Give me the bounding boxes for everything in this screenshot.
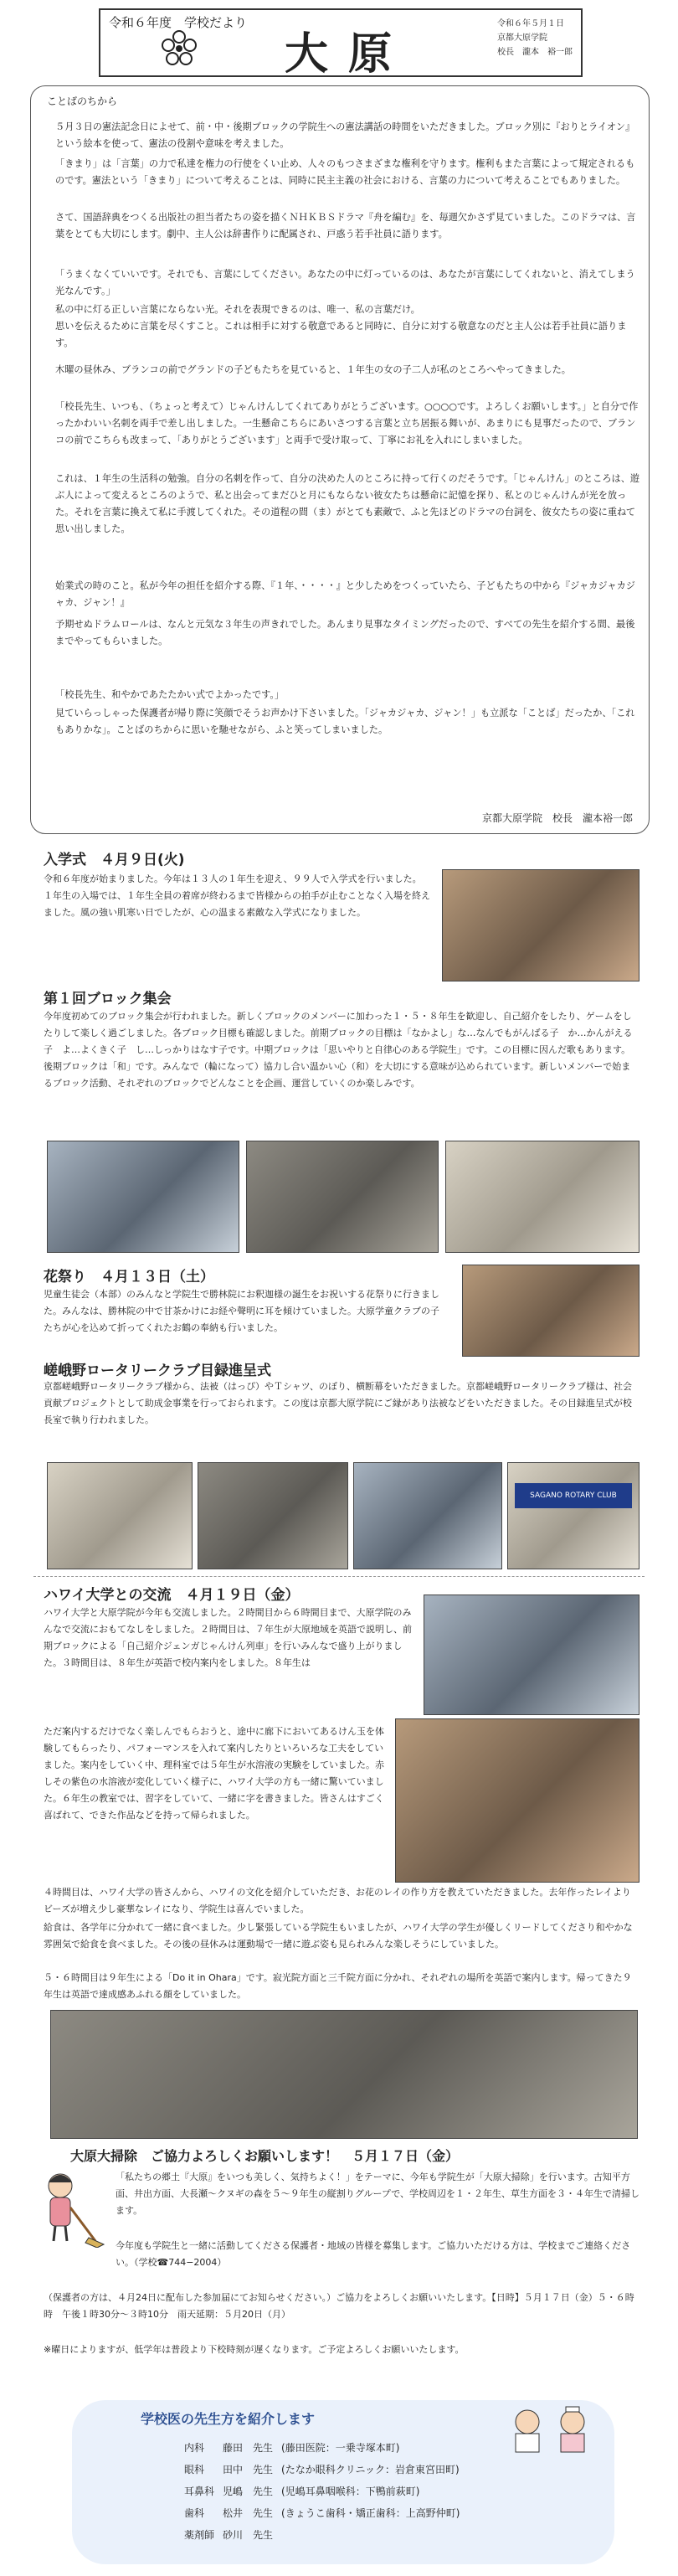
doctor-row [184,2502,468,2524]
entrance-text: 令和６年度が始まりました。今年は１３人の１年生を迎え、９９人で入学式を行いました。１年生の入場では、１年生全員の着席が終わるまで皆様からの拍手が止むことなく入場を終えました。風の強い肌寒い日でしたが、心の温まる素敵な入学式になりました。 [44,873,430,918]
hawaii-photo-1 [424,1595,639,1715]
doctor-clinic: (児嶋耳鼻咽喉科：下鴨前萩町) [281,2486,420,2497]
principal-paragraph: 「校長先生、いつも、（ちょっと考えて）じゃんけんしてくれてありがとうございます。○○○○です。よろしくお願いします。」と自分で作ったかわいい名刺を両手で差し出しました。一生懸命こちらにあいさつする言葉と立ち居振る舞いが、あまりにも見事だったので、ブランコの前でこちらも改まって、「ありがとうございます」と両手で受け取って、丁寧にお礼を入れにしまいました。 [55,401,639,446]
doctor-row [184,2437,468,2459]
doctor-row [184,2459,468,2481]
newsletter-header [99,8,583,80]
doctor-name: 砂川 先生 [223,2529,274,2541]
doctor-nurse-icon [499,2403,601,2454]
principal-paragraph: 私の中に灯る正しい言葉にならない光。それを表現できるのは、唯一、私の言葉だけ。 [55,304,420,315]
principal-name: 校長 瀧本 裕一郎 [497,48,573,57]
principal-paragraph: 思いを伝えるために言葉を尽くすこと。これは相手に対する敬意であると同時に、自分に対する敬意なのだと主人公は若手社員に語ります。 [55,321,627,348]
hawaii-text-1: ハワイ大学と大原学院が今年も交流しました。２時間目から６時間目まで、大原学院のみんなで交流におもてなしをしました。２時間目は、７年生が大原地域を英語で説明し、前期ブロックによる「自己紹介ジェンガじゃんけん列車」を行いみんなで盛り上がりました。３時間目は、８年生が英語で校内案内をしました。８年生は [44,1607,412,1668]
doctors-table [184,2437,468,2546]
hanamatsuri-heading: 花祭り ４月１３日（土） [44,1269,214,1285]
doctor-name: 田中 先生 [223,2464,274,2476]
principal-paragraph: 「きまり」は「言葉」の力で私達を権力の行使をくい止め、人々のもつさまざまな権利を守ります。権利もまた言葉によって規定されるものです。憲法という「きまり」について考えることは、同時に民主主義の社会における、言葉の力について考えることでもありました。 [55,158,635,186]
newsletter-title: 大原 [285,28,413,80]
doctor-name: 藤田 先生 [223,2442,274,2454]
doctor-dept: 内科 [184,2442,205,2454]
principal-paragraph: 木曜の昼休み、ブランコの前でグランドの子どもたちを見ていると、１年生の女の子二人が私のところへやってきました。 [55,364,571,375]
hawaii-text-5: ５・６時間目は９年生による「Do it in Ohara」です。寂光院方面と三千院方面に分かれ、それぞれの場所を英語で案内します。帰ってきた９年生は英語で達成感あふれる顔をしていました。 [44,1972,632,2000]
hawaii-heading: ハワイ大学との交流 ４月１９日（金） [44,1587,300,1604]
doctor-clinic: (藤田医院：一乗寺塚本町) [281,2442,400,2454]
header-info [497,17,573,59]
doctor-row [184,2481,468,2502]
doctor-row [184,2524,468,2546]
hawaii-text-2: ただ案内するだけでなく楽しんでもらおうと、途中に廊下においてあるけん玉を体験してもらったり、パフォーマンスを入れて案内したりといろいろな工夫をしていました。案内をしていく中、理科室では５年生が水溶液の実験をしていました。赤しその紫色の水溶液が変化していく様子に、ハワイ大学の方も一緒に驚いていました。６年生の教室では、習字をしていて、一緒に字を書きました。皆さんはすごく喜ばれて、できた作品などを持って帰られました。 [44,1726,384,1821]
rotary-photo-2 [198,1462,348,1569]
principal-paragraph: 「校長先生、和やかであたたかい式でよかったです。」 [55,689,285,700]
hawaii-group-photo [50,2010,638,2139]
hawaii-text-3: ４時間目は、ハワイ大学の皆さんから、ハワイの文化を紹介していただき、お花のレイの作り方を教えていただきました。去年作ったレイよりビーズが増え少し豪華なレイになり、学院生は喜んでいました。 [44,1887,631,1914]
principal-paragraph: これは、１年生の生活科の勉強。自分の名刺を作って、自分の決めた人のところに持って行くのだそうです。「じゃんけん」のところは、遊ぶ人によって変えるところのようで、私と出会ってまだひと月にもならない彼女たちは懸命に記憶を探り、私とのじゃんけんが光を放った。それを言葉に換えて私に手渡してくれた。その道程の間（ま）がとても素敵で、ふと先ほどのドラマの台詞を、彼女たちの姿に重ねて思い出しました。 [55,473,640,534]
cleanup-heading: 大原大掃除 ご協力よろしくお願いします！ ５月１７日（金） [70,2148,460,2164]
hanamatsuri-photo [462,1265,639,1357]
block-photo-2 [246,1141,439,1253]
block-heading: 第１回ブロック集会 [44,991,172,1007]
entrance-heading: 入学式 ４月９日(火) [44,852,185,868]
block-photo-1 [47,1141,239,1253]
principal-signature: 京都大原学院 校長 瀧本裕一郎 [481,812,633,824]
newsletter-subtitle: 令和６年度 学校だより [109,15,248,30]
principal-paragraph: ５月３日の憲法記念日によせて、前・中・後期ブロックの学院生への憲法講話の時間をいただきました。ブロック別に『おりとライオン』という絵本を使って、憲法の役割や意味を考えました。 [55,121,635,149]
doctor-clinic: (きょうこ歯科・矯正歯科：上高野仲町) [281,2507,460,2519]
principal-message-title: ことばのちから [47,95,118,107]
doctor-name: 松井 先生 [223,2507,274,2519]
section-divider [33,1576,645,1577]
rotary-text: 京都嵯峨野ロータリークラブ様から、法被（はっぴ）やＴシャツ、のぼり、横断幕をいただきました。京都嵯峨野ロータリークラブ様は、社会貢献プロジェクトとして助成金事業を行っておられます。この度は京都大原学院にご縁があり法被などをいただきました。その目録進呈式が校長室で執り行われました。 [44,1381,633,1425]
doctor-dept: 耳鼻科 [184,2486,215,2497]
doctor-clinic: (たなか眼科クリニック：岩倉東宮田町) [281,2464,460,2476]
doctor-dept: 薬剤師 [184,2529,215,2541]
hawaii-photo-2 [395,1718,639,1883]
issue-date: 令和６年５月１日 [497,19,564,28]
doctor-name: 児嶋 先生 [223,2486,274,2497]
girl-sweeping-icon [33,2167,105,2248]
doctor-dept: 歯科 [184,2507,205,2519]
entrance-photo [442,869,639,981]
cleanup-note: ※曜日によりますが、低学年は普段より下校時刻が遅くなります。ご予定よろしくお願いいたします。 [44,2344,465,2355]
school-name: 京都大原学院 [497,33,547,43]
rotary-photo-3 [353,1462,502,1569]
doctor-clinic [281,2524,468,2546]
block-photo-3 [445,1141,639,1253]
hanamatsuri-text: 児童生徒会（本部）のみんなと学院生で勝林院にお釈迦様の誕生をお祝いする花祭りに行きました。みんなは、勝林院の中で甘茶かけにお経や聲明に耳を傾けていました。大原学童クラブの子たちが心を込めて折ってくれたお鶴の奉納も行いました。 [44,1289,439,1333]
rotary-banner: SAGANO ROTARY CLUB [515,1483,632,1508]
rotary-photo-4 [507,1462,639,1569]
principal-paragraph: 見ていらっしゃった保護者が帰り際に笑顔でそうお声かけ下さいました。「ジャカジャカ、ジャン！」も立派な「ことば」だったか、「これもありかな」。ことばのちからに思いを馳せながら、ふと笑ってしまいました。 [55,708,635,735]
doctor-dept: 眼科 [184,2464,205,2476]
cleanup-text: 「私たちの郷土『大原』をいつも美しく、気持ちよく！」をテーマに、今年も学院生が「大原大掃除」を行います。古知平方面、井出方面、大長瀬〜クヌギの森を５〜９年生の縦割りグループで、学校周辺を１・２年生、草生方面を３・４年生で清掃します。 [116,2172,640,2216]
rotary-heading: 嵯峨野ロータリークラブ目録進呈式 [44,1363,271,1379]
doctors-heading: 学校医の先生方を紹介します [141,2411,316,2427]
cleanup-text-3: （保護者の方は、４月24日に配布した参加届にてお知らせください。）ご協力をよろしくお願いいたします。【日時】５月１７日（金）５・６時時 午後１時30分〜３時10分 雨天延期：５月20日（月） [44,2292,634,2320]
cleanup-text-2: 今年度も学院生と一緒に活動してくださる保護者・地域の皆様を募集します。ご協力いただける方は、学校までご連絡ください。（学校☎744−2004） [116,2240,631,2268]
school-emblem-icon [159,28,199,69]
hawaii-text-4: 給食は、各学年に分かれて一緒に食べました。少し緊張している学院生もいましたが、ハワイ大学の学生が優しくリードしてくださり和やかな雰囲気で給食を食べました。その後の昼休みは運動場で一緒に遊ぶ姿も見られみんな楽しそうにしていました。 [44,1922,633,1950]
principal-paragraph: 予期せぬドラムロールは、なんと元気な３年生の声きれでした。あんまり見事なタイミングだったので、すべての先生を紹介する間、最後までやってもらいました。 [55,619,635,647]
principal-paragraph: 「うまくなくていいです。それでも、言葉にしてください。あなたの中に灯っているのは、あなたが言葉にしてくれないと、消えてしまう光なんです。」 [55,269,635,296]
block-text: 今年度初めてのブロック集会が行われました。新しくブロックのメンバーに加わった１・５・８年生を歓迎し、自己紹介をしたり、ゲームをしたりして楽しく過ごしました。各ブロック目標も確認しました。前期ブロックの目標は「なかよし」な…なんでもがんばる子 か…かんがえる子 よ…よくきく子 し…しっかりはなす子です。中期ブロックは「思いやりと自律心のある学院生」です。この目標に因んだ歌もあります。後期ブロックは「和」です。みんなで（輪になって）協力し合い温かい心（和）を大切にする意味が込められています。新しいメンバーで始まるブロック活動、それぞれのブロックでどんなことを企画、運営していくのか楽しみです。 [44,1011,633,1089]
principal-paragraph: さて、国語辞典をつくる出版社の担当者たちの姿を描くＮＨＫＢＳドラマ『舟を編む』を、毎週欠かさず見ていました。このドラマは、言葉をとても大切にします。劇中、主人公は辞書作りに配属され、戸惑う若手社員に語ります。 [55,212,636,240]
rotary-photo-1 [47,1462,193,1569]
principal-paragraph: 始業式の時のこと。私が今年の担任を紹介する際、『１年、・・・・』と少しためをつくっていたら、子どもたちの中から『ジャカジャカジャカ、ジャン！』 [55,580,635,608]
